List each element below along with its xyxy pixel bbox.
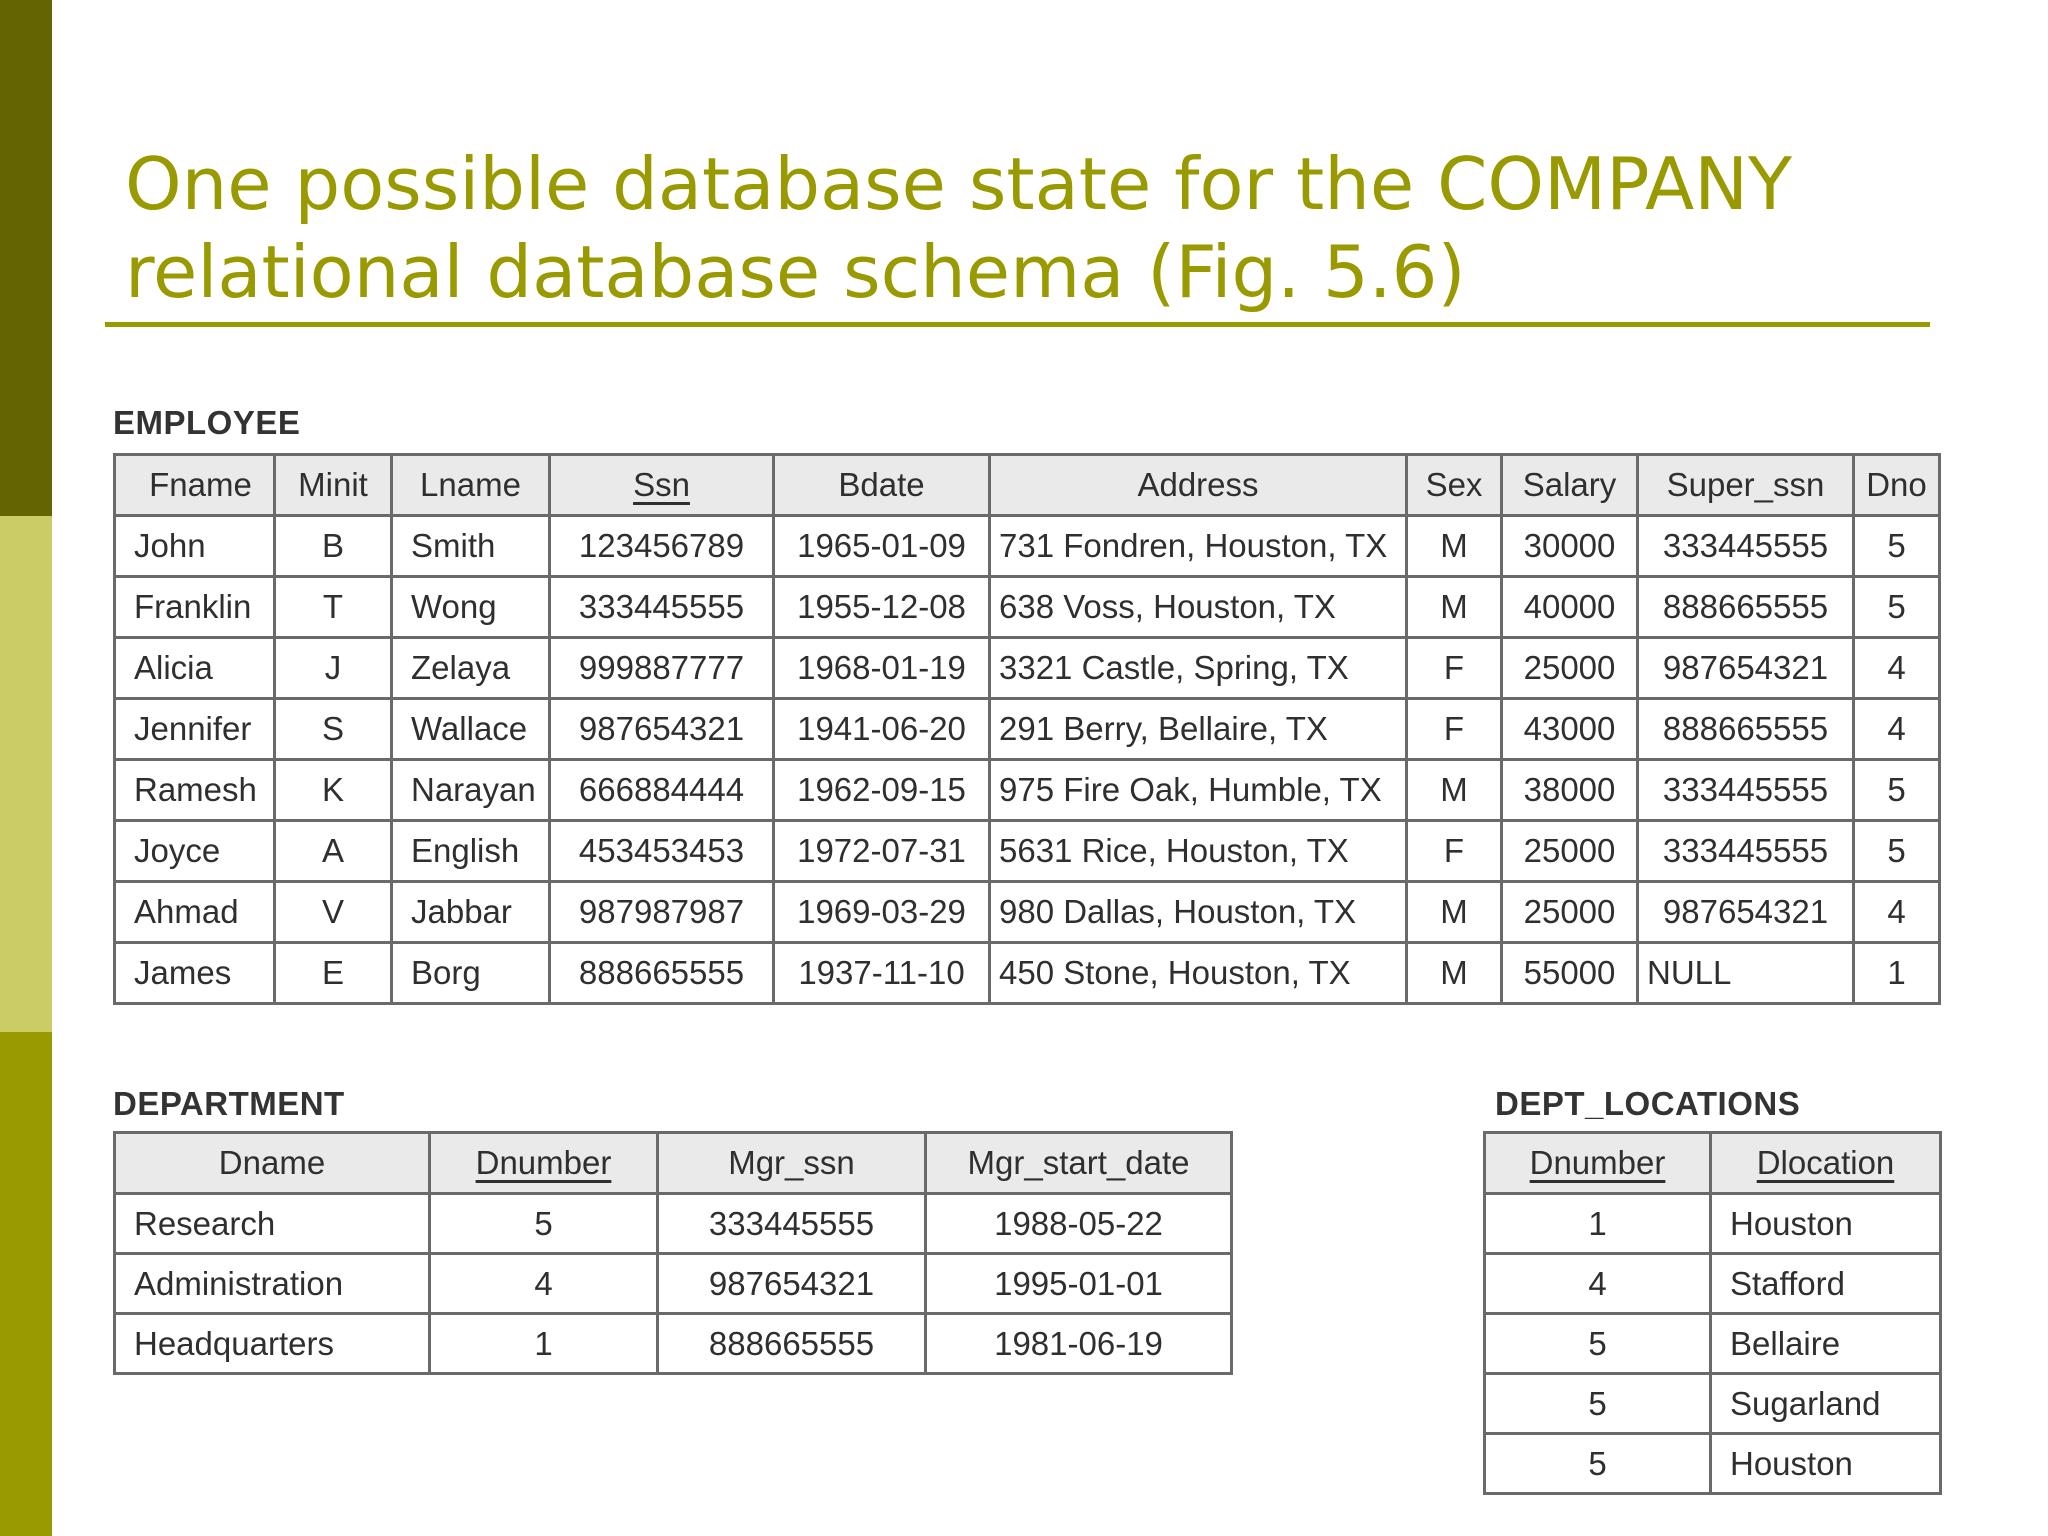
left-accent-bar bbox=[0, 0, 52, 1536]
cell-mgr-ssn: 333445555 bbox=[658, 1194, 926, 1254]
cell-bdate: 1969-03-29 bbox=[774, 882, 990, 943]
cell-minit: T bbox=[275, 577, 392, 638]
column-header-dname: Dname bbox=[115, 1133, 430, 1194]
cell-dlocation: Houston bbox=[1711, 1434, 1941, 1494]
cell-address: 975 Fire Oak, Humble, TX bbox=[990, 760, 1407, 821]
cell-lname: English bbox=[392, 821, 550, 882]
cell-mgr-start-date: 1981-06-19 bbox=[926, 1314, 1232, 1374]
table-row bbox=[1485, 1254, 1941, 1314]
department-table bbox=[113, 1131, 1233, 1375]
cell-minit: K bbox=[275, 760, 392, 821]
cell-address: 291 Berry, Bellaire, TX bbox=[990, 699, 1407, 760]
cell-fname: Franklin bbox=[115, 577, 275, 638]
cell-ssn: 987987987 bbox=[550, 882, 774, 943]
cell-sex: M bbox=[1407, 516, 1502, 577]
cell-mgr-start-date: 1988-05-22 bbox=[926, 1194, 1232, 1254]
cell-sex: F bbox=[1407, 638, 1502, 699]
dept-locations-header-row bbox=[1485, 1133, 1941, 1194]
column-header-super-ssn: Super_ssn bbox=[1638, 455, 1854, 516]
cell-dno: 5 bbox=[1854, 760, 1940, 821]
cell-dnumber: 5 bbox=[1485, 1434, 1711, 1494]
cell-fname: John bbox=[115, 516, 275, 577]
column-header-address: Address bbox=[990, 455, 1407, 516]
cell-bdate: 1972-07-31 bbox=[774, 821, 990, 882]
cell-minit: B bbox=[275, 516, 392, 577]
cell-dnumber: 1 bbox=[430, 1314, 658, 1374]
cell-address: 980 Dallas, Houston, TX bbox=[990, 882, 1407, 943]
table-row bbox=[115, 821, 1940, 882]
cell-bdate: 1937-11-10 bbox=[774, 943, 990, 1004]
column-header-dlocation: Dlocation bbox=[1711, 1133, 1941, 1194]
column-header-ssn: Ssn bbox=[550, 455, 774, 516]
cell-dno: 1 bbox=[1854, 943, 1940, 1004]
cell-fname: James bbox=[115, 943, 275, 1004]
cell-sex: M bbox=[1407, 882, 1502, 943]
cell-dno: 4 bbox=[1854, 699, 1940, 760]
column-header-fname: Fname bbox=[115, 455, 275, 516]
cell-sex: M bbox=[1407, 577, 1502, 638]
dept-locations-table bbox=[1483, 1131, 1942, 1495]
cell-dnumber: 5 bbox=[1485, 1374, 1711, 1434]
cell-salary: 43000 bbox=[1502, 699, 1638, 760]
cell-bdate: 1962-09-15 bbox=[774, 760, 990, 821]
cell-dlocation: Sugarland bbox=[1711, 1374, 1941, 1434]
cell-dnumber: 4 bbox=[430, 1254, 658, 1314]
cell-ssn: 453453453 bbox=[550, 821, 774, 882]
cell-dno: 4 bbox=[1854, 638, 1940, 699]
cell-dno: 5 bbox=[1854, 516, 1940, 577]
cell-salary: 25000 bbox=[1502, 638, 1638, 699]
cell-mgr-ssn: 987654321 bbox=[658, 1254, 926, 1314]
cell-dname: Administration bbox=[115, 1254, 430, 1314]
cell-minit: J bbox=[275, 638, 392, 699]
cell-super-ssn: 987654321 bbox=[1638, 882, 1854, 943]
cell-salary: 30000 bbox=[1502, 516, 1638, 577]
cell-lname: Wong bbox=[392, 577, 550, 638]
cell-dname: Research bbox=[115, 1194, 430, 1254]
column-header-lname: Lname bbox=[392, 455, 550, 516]
cell-dno: 5 bbox=[1854, 821, 1940, 882]
cell-sex: F bbox=[1407, 699, 1502, 760]
column-header-mgr-ssn: Mgr_ssn bbox=[658, 1133, 926, 1194]
cell-salary: 25000 bbox=[1502, 882, 1638, 943]
table-row bbox=[115, 760, 1940, 821]
cell-address: 731 Fondren, Houston, TX bbox=[990, 516, 1407, 577]
slide-title bbox=[125, 140, 1925, 316]
cell-fname: Ramesh bbox=[115, 760, 275, 821]
column-header-dno: Dno bbox=[1854, 455, 1940, 516]
cell-address: 3321 Castle, Spring, TX bbox=[990, 638, 1407, 699]
cell-mgr-ssn: 888665555 bbox=[658, 1314, 926, 1374]
cell-ssn: 888665555 bbox=[550, 943, 774, 1004]
cell-super-ssn: NULL bbox=[1638, 943, 1854, 1004]
cell-mgr-start-date: 1995-01-01 bbox=[926, 1254, 1232, 1314]
cell-sex: F bbox=[1407, 821, 1502, 882]
cell-salary: 55000 bbox=[1502, 943, 1638, 1004]
cell-fname: Ahmad bbox=[115, 882, 275, 943]
cell-dnumber: 1 bbox=[1485, 1194, 1711, 1254]
cell-dlocation: Stafford bbox=[1711, 1254, 1941, 1314]
column-header-salary: Salary bbox=[1502, 455, 1638, 516]
cell-dnumber: 5 bbox=[430, 1194, 658, 1254]
cell-lname: Zelaya bbox=[392, 638, 550, 699]
cell-sex: M bbox=[1407, 760, 1502, 821]
cell-dno: 4 bbox=[1854, 882, 1940, 943]
table-row bbox=[115, 516, 1940, 577]
table-row bbox=[115, 882, 1940, 943]
cell-minit: S bbox=[275, 699, 392, 760]
table-row bbox=[115, 1314, 1232, 1374]
table-row bbox=[1485, 1194, 1941, 1254]
cell-lname: Jabbar bbox=[392, 882, 550, 943]
cell-dname: Headquarters bbox=[115, 1314, 430, 1374]
cell-dnumber: 5 bbox=[1485, 1314, 1711, 1374]
column-header-dnumber: Dnumber bbox=[430, 1133, 658, 1194]
cell-ssn: 987654321 bbox=[550, 699, 774, 760]
cell-dno: 5 bbox=[1854, 577, 1940, 638]
cell-fname: Jennifer bbox=[115, 699, 275, 760]
cell-lname: Smith bbox=[392, 516, 550, 577]
cell-ssn: 123456789 bbox=[550, 516, 774, 577]
column-header-minit: Minit bbox=[275, 455, 392, 516]
cell-salary: 38000 bbox=[1502, 760, 1638, 821]
column-header-mgr-start-date: Mgr_start_date bbox=[926, 1133, 1232, 1194]
cell-fname: Alicia bbox=[115, 638, 275, 699]
title-underline bbox=[105, 322, 1930, 327]
cell-dlocation: Houston bbox=[1711, 1194, 1941, 1254]
department-header-row bbox=[115, 1133, 1232, 1194]
accent-segment-light bbox=[0, 516, 52, 1032]
cell-address: 450 Stone, Houston, TX bbox=[990, 943, 1407, 1004]
cell-sex: M bbox=[1407, 943, 1502, 1004]
cell-fname: Joyce bbox=[115, 821, 275, 882]
table-row bbox=[1485, 1374, 1941, 1434]
table-row bbox=[115, 699, 1940, 760]
cell-salary: 25000 bbox=[1502, 821, 1638, 882]
cell-ssn: 999887777 bbox=[550, 638, 774, 699]
employee-table bbox=[113, 453, 1941, 1005]
cell-super-ssn: 333445555 bbox=[1638, 516, 1854, 577]
cell-minit: A bbox=[275, 821, 392, 882]
table-row bbox=[115, 577, 1940, 638]
cell-lname: Wallace bbox=[392, 699, 550, 760]
column-header-sex: Sex bbox=[1407, 455, 1502, 516]
cell-bdate: 1941-06-20 bbox=[774, 699, 990, 760]
cell-dlocation: Bellaire bbox=[1711, 1314, 1941, 1374]
table-row bbox=[1485, 1314, 1941, 1374]
column-header-bdate: Bdate bbox=[774, 455, 990, 516]
employee-caption: EMPLOYEE bbox=[113, 404, 301, 441]
cell-ssn: 333445555 bbox=[550, 577, 774, 638]
cell-minit: V bbox=[275, 882, 392, 943]
table-row bbox=[1485, 1434, 1941, 1494]
cell-super-ssn: 987654321 bbox=[1638, 638, 1854, 699]
cell-address: 5631 Rice, Houston, TX bbox=[990, 821, 1407, 882]
slide-title-line-1: One possible database state for the COMPANY bbox=[125, 142, 1793, 226]
cell-super-ssn: 333445555 bbox=[1638, 821, 1854, 882]
cell-lname: Borg bbox=[392, 943, 550, 1004]
cell-dnumber: 4 bbox=[1485, 1254, 1711, 1314]
table-row bbox=[115, 1194, 1232, 1254]
accent-segment-mid bbox=[0, 1032, 52, 1536]
department-caption: DEPARTMENT bbox=[113, 1085, 345, 1122]
cell-bdate: 1968-01-19 bbox=[774, 638, 990, 699]
cell-minit: E bbox=[275, 943, 392, 1004]
cell-address: 638 Voss, Houston, TX bbox=[990, 577, 1407, 638]
cell-salary: 40000 bbox=[1502, 577, 1638, 638]
employee-header-row bbox=[115, 455, 1940, 516]
column-header-dnumber: Dnumber bbox=[1485, 1133, 1711, 1194]
cell-lname: Narayan bbox=[392, 760, 550, 821]
cell-ssn: 666884444 bbox=[550, 760, 774, 821]
table-row bbox=[115, 1254, 1232, 1314]
cell-super-ssn: 888665555 bbox=[1638, 577, 1854, 638]
cell-bdate: 1955-12-08 bbox=[774, 577, 990, 638]
table-row bbox=[115, 638, 1940, 699]
accent-segment-dark bbox=[0, 0, 52, 516]
dept-locations-caption: DEPT_LOCATIONS bbox=[1495, 1085, 1801, 1122]
cell-super-ssn: 333445555 bbox=[1638, 760, 1854, 821]
slide-title-line-2: relational database schema (Fig. 5.6) bbox=[125, 230, 1466, 314]
table-row bbox=[115, 943, 1940, 1004]
cell-bdate: 1965-01-09 bbox=[774, 516, 990, 577]
cell-super-ssn: 888665555 bbox=[1638, 699, 1854, 760]
